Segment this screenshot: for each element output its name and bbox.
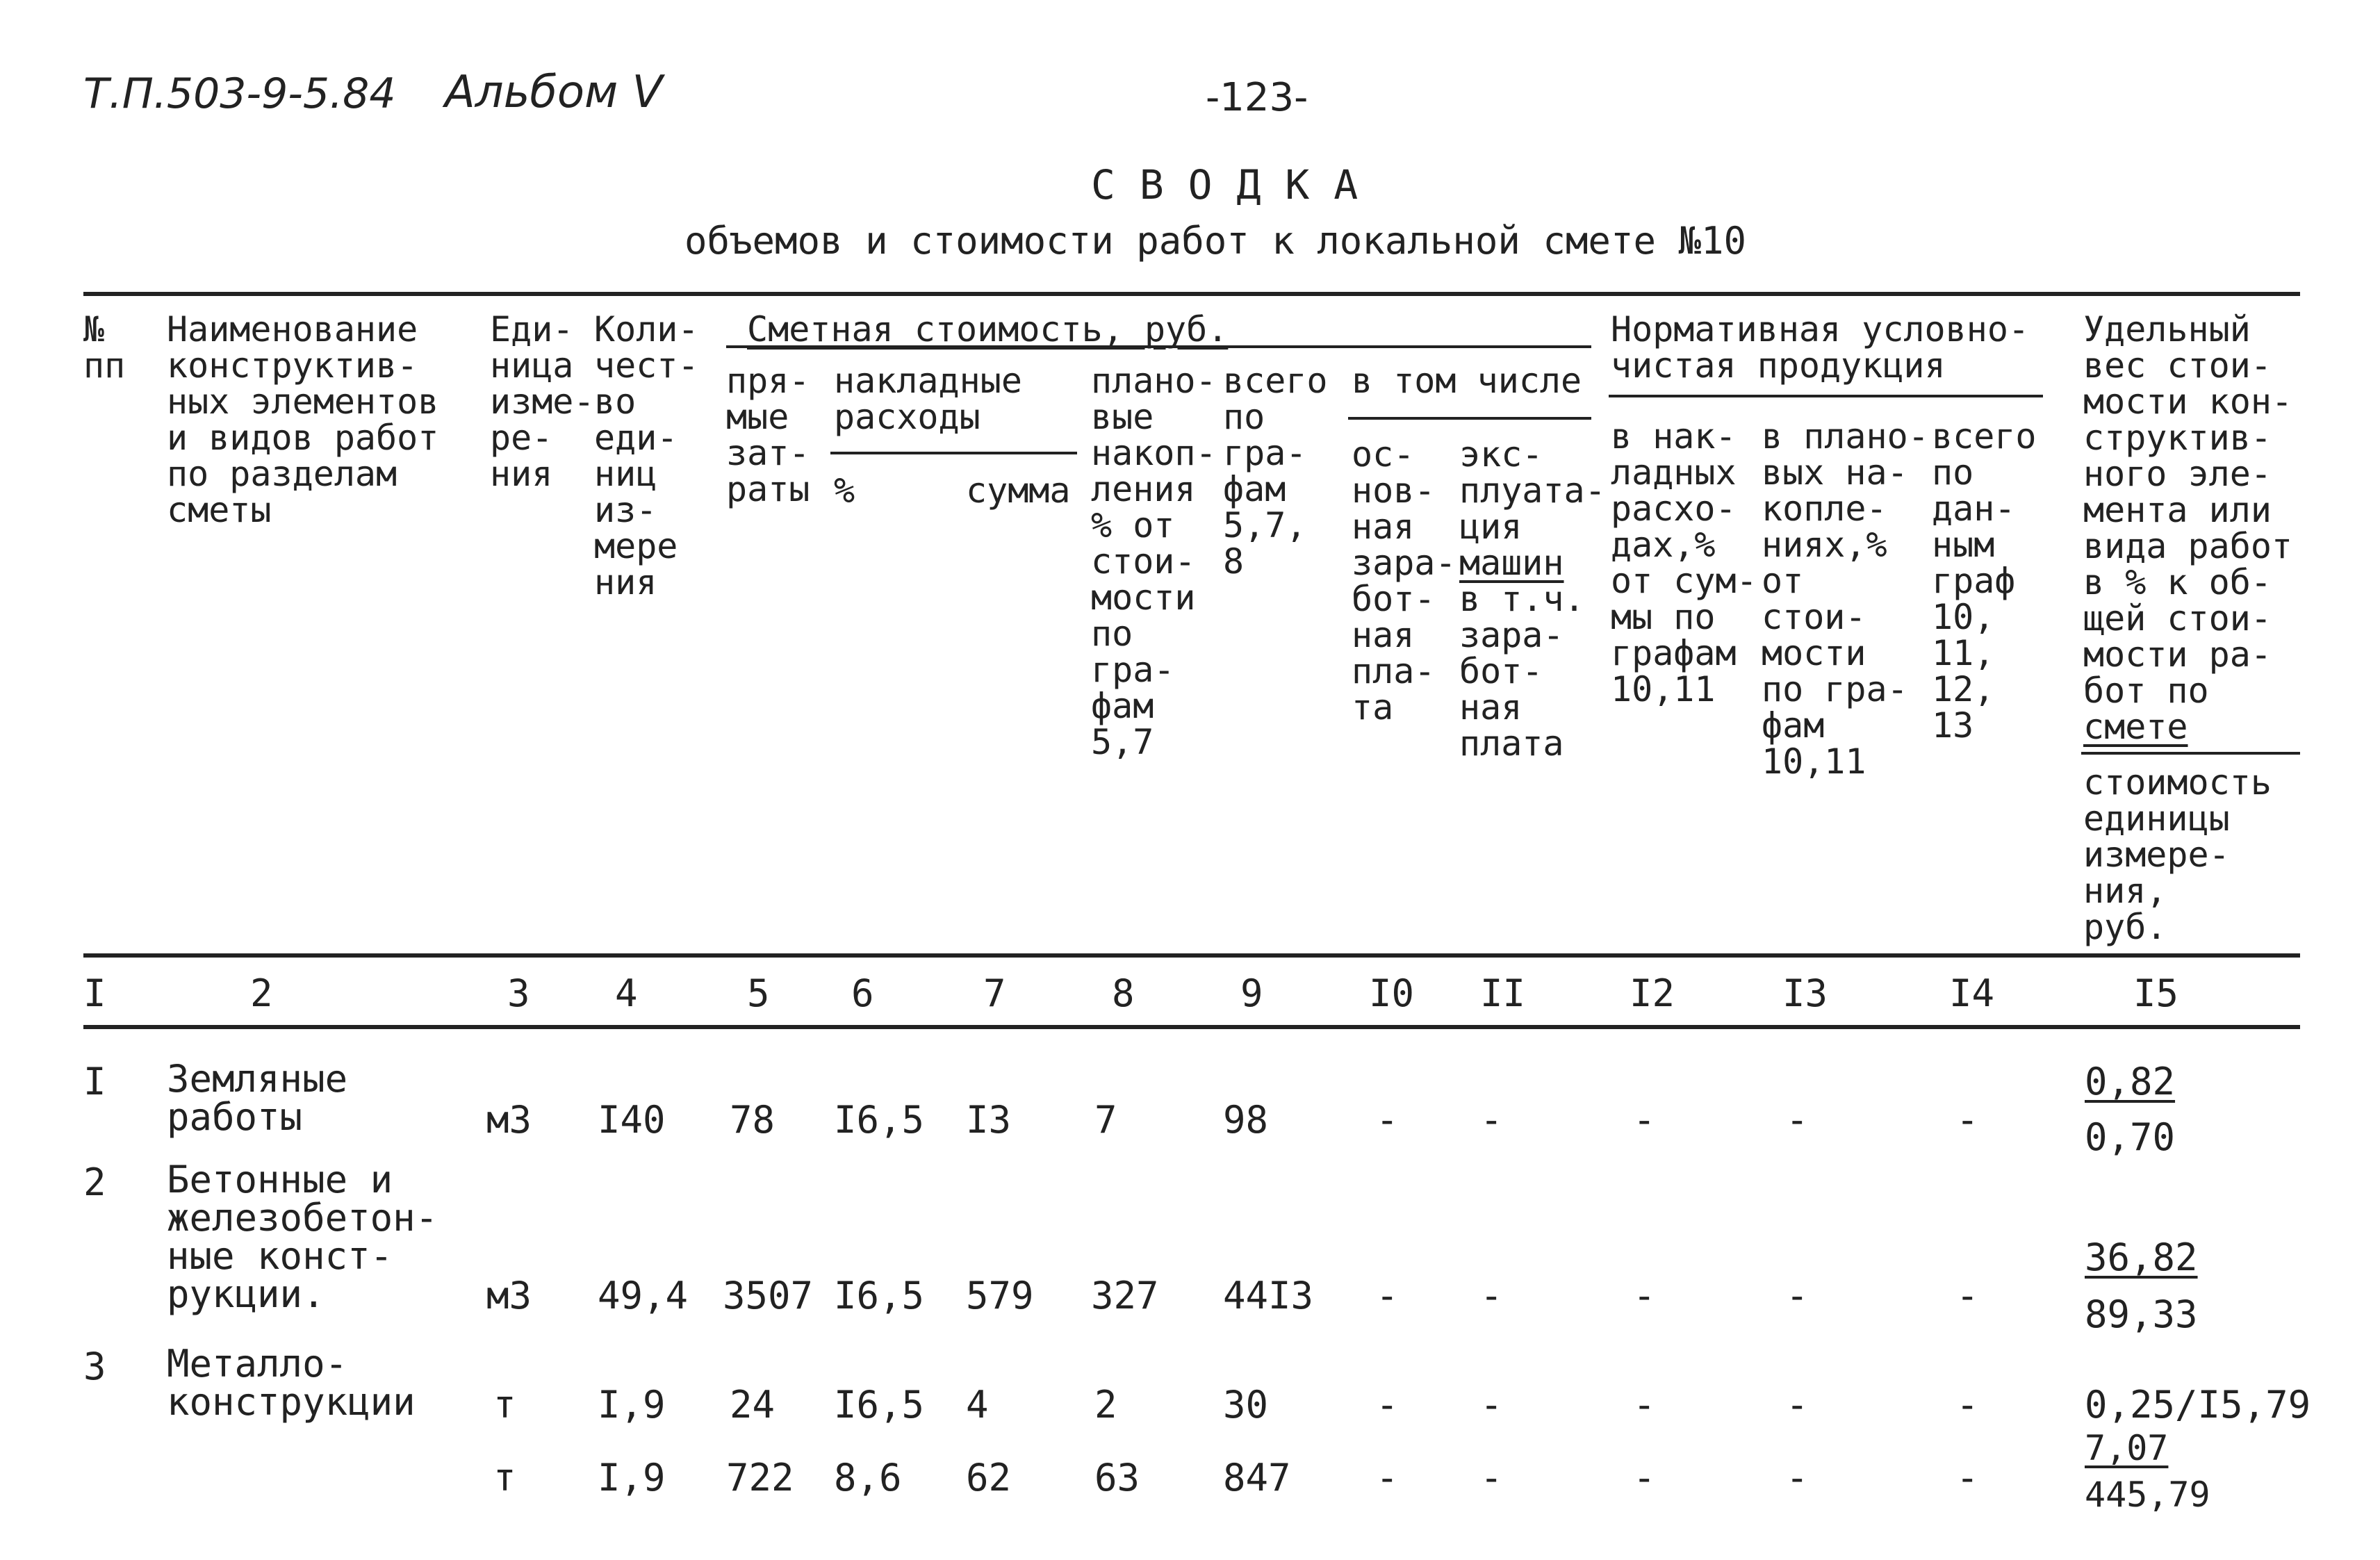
col-number: 2 (250, 971, 273, 1015)
col-number: I4 (1949, 971, 1995, 1015)
row-overhead-sum: 579 (966, 1274, 1034, 1317)
row-c14: - (1956, 1274, 1979, 1317)
album-label: Альбом V (445, 67, 663, 118)
norm-group-rule (1609, 395, 2043, 397)
row-direct: 3507 (723, 1274, 814, 1317)
header-share: Удельный вес стои- мости кон- структив- ного эле- мента или вида работ в % к об- щей стои- мости ра- бот по (2083, 309, 2293, 711)
document-reference: Т.П.503-9-5.84 (83, 69, 396, 118)
row-overhead-pct: I6,5 (834, 1383, 925, 1427)
row-c12: - (1633, 1098, 1656, 1142)
row-planned: 63 (1094, 1456, 1140, 1500)
header-overhead: накладные расходы (834, 361, 1022, 437)
col-number: I5 (2133, 971, 2179, 1015)
col-number: 5 (747, 971, 770, 1015)
col-number: 7 (983, 971, 1006, 1015)
row-c12: - (1633, 1383, 1656, 1427)
row-qty: I40 (598, 1098, 666, 1142)
row-share: 7,07 (2085, 1428, 2169, 1468)
header-direct: пря- мые зат- раты (726, 361, 810, 509)
incl-rule (1348, 417, 1591, 420)
row-unit-cost: 0,70 (2085, 1115, 2176, 1159)
col-number: 8 (1112, 971, 1135, 1015)
row-total: 847 (1223, 1456, 1291, 1500)
header-bottom-rule (83, 953, 2300, 958)
col-number: 9 (1240, 971, 1263, 1015)
header-machines-b: машин (1459, 543, 1564, 583)
row-name: Бетонные и железобетон- ные конст- рукции. (167, 1158, 438, 1316)
row-c14: - (1956, 1456, 1979, 1500)
row-planned: 327 (1091, 1274, 1159, 1317)
row-num: 3 (83, 1345, 106, 1388)
row-c12: - (1633, 1456, 1656, 1500)
row-qty: I,9 (598, 1456, 666, 1500)
header-wages: ос- нов- ная зара- бот- ная пла- та (1352, 434, 1456, 728)
row-name: Земляные работы (167, 1057, 348, 1139)
header-norm-overhead: в нак- ладных расхо- дах,% от сум- мы по графам 10,11 (1611, 416, 1757, 709)
row-share-inline: 0,25/I5,79 (2085, 1383, 2311, 1427)
header-name: Наименование конструктив- ных элементов и видов работ по разделам сметы (167, 309, 439, 530)
page-title: С В О Д К А (1091, 161, 1359, 208)
col-number: II (1480, 971, 1526, 1015)
header-norm-total: всего по дан- ным граф 10, 11, 12, 13 (1932, 416, 2037, 746)
header-incl: в том числе (1352, 361, 1582, 401)
row-c10: - (1376, 1456, 1399, 1500)
row-qty: 49,4 (598, 1274, 689, 1317)
row-c10: - (1376, 1098, 1399, 1142)
row-c13: - (1786, 1383, 1809, 1427)
row-share: 0,82 (2085, 1060, 2176, 1103)
row-direct: 24 (730, 1383, 775, 1427)
row-share: 36,82 (2085, 1235, 2198, 1279)
row-name: Металло- конструкции (167, 1342, 416, 1424)
row-unit: м3 (486, 1274, 532, 1317)
row-unit: м3 (486, 1098, 532, 1142)
header-share-estimate: смете (2083, 707, 2188, 747)
row-unit-cost: 445,79 (2085, 1475, 2210, 1515)
col-number: I (83, 971, 106, 1015)
header-machines-a: экс- плуата- ция (1459, 434, 1606, 547)
row-c11: - (1480, 1274, 1503, 1317)
overhead-rule (830, 452, 1077, 454)
col-number: 3 (507, 971, 530, 1015)
header-qty: Коли- чест- во еди- ниц из- мере ния (594, 309, 699, 602)
col-number: I3 (1782, 971, 1828, 1015)
row-c11: - (1480, 1098, 1503, 1142)
row-direct: 78 (730, 1098, 775, 1142)
row-c14: - (1956, 1383, 1979, 1427)
col-number-rule (83, 1025, 2300, 1029)
row-planned: 2 (1094, 1383, 1117, 1427)
row-planned: 7 (1094, 1098, 1117, 1142)
row-c10: - (1376, 1383, 1399, 1427)
row-total: 30 (1223, 1383, 1269, 1427)
row-c13: - (1786, 1098, 1809, 1142)
page-subtitle: объемов и стоимости работ к локальной смете №10 (684, 219, 1747, 263)
header-total-by-cols: всего по гра- фам 5,7, 8 (1223, 361, 1328, 582)
col-number: I2 (1630, 971, 1675, 1015)
row-total: 44I3 (1223, 1274, 1314, 1317)
col-number: I0 (1369, 971, 1415, 1015)
row-overhead-sum: 62 (966, 1456, 1012, 1500)
row-num: 2 (83, 1160, 106, 1204)
row-overhead-sum: 4 (966, 1383, 989, 1427)
row-overhead-pct: I6,5 (834, 1274, 925, 1317)
row-overhead-sum: I3 (966, 1098, 1012, 1142)
header-machines-c: в т.ч. зара- бот- ная плата (1459, 579, 1585, 764)
row-unit-cost: 89,33 (2085, 1292, 2198, 1336)
row-num: I (83, 1060, 106, 1103)
header-overhead-pct: % (834, 470, 855, 511)
header-unit: Еди- ница изме- ре- ния (490, 309, 595, 494)
header-num: № пп (83, 309, 126, 386)
row-direct: 722 (726, 1456, 794, 1500)
header-overhead-sum: сумма (966, 470, 1071, 511)
header-planned: плано- вые накоп- ления % от стои- мости по гра- фам 5,7 (1091, 361, 1217, 762)
row-qty: I,9 (598, 1383, 666, 1427)
header-norm-group: Нормативная условно- чистая продукция (1611, 309, 2030, 386)
row-unit: т (493, 1383, 516, 1427)
col-number: 4 (615, 971, 638, 1015)
row-c13: - (1786, 1456, 1809, 1500)
row-c12: - (1633, 1274, 1656, 1317)
table-top-rule (83, 292, 2300, 296)
row-c11: - (1480, 1383, 1503, 1427)
header-norm-planned: в плано- вых на- копле- ниях,% от стои- мости по гра- фам 10,11 (1762, 416, 1929, 782)
row-c10: - (1376, 1274, 1399, 1317)
row-unit: т (493, 1456, 516, 1500)
share-rule (2081, 752, 2300, 755)
row-c13: - (1786, 1274, 1809, 1317)
row-total: 98 (1223, 1098, 1269, 1142)
row-c11: - (1480, 1456, 1503, 1500)
page-number: -123- (1206, 75, 1308, 120)
header-cost-group: Сметная стоимость, руб. (747, 309, 1229, 350)
row-c14: - (1956, 1098, 1979, 1142)
row-overhead-pct: I6,5 (834, 1098, 925, 1142)
header-unit-cost: стоимость единицы измере- ния, руб. (2083, 762, 2272, 947)
col-number: 6 (851, 971, 874, 1015)
row-overhead-pct: 8,6 (834, 1456, 902, 1500)
